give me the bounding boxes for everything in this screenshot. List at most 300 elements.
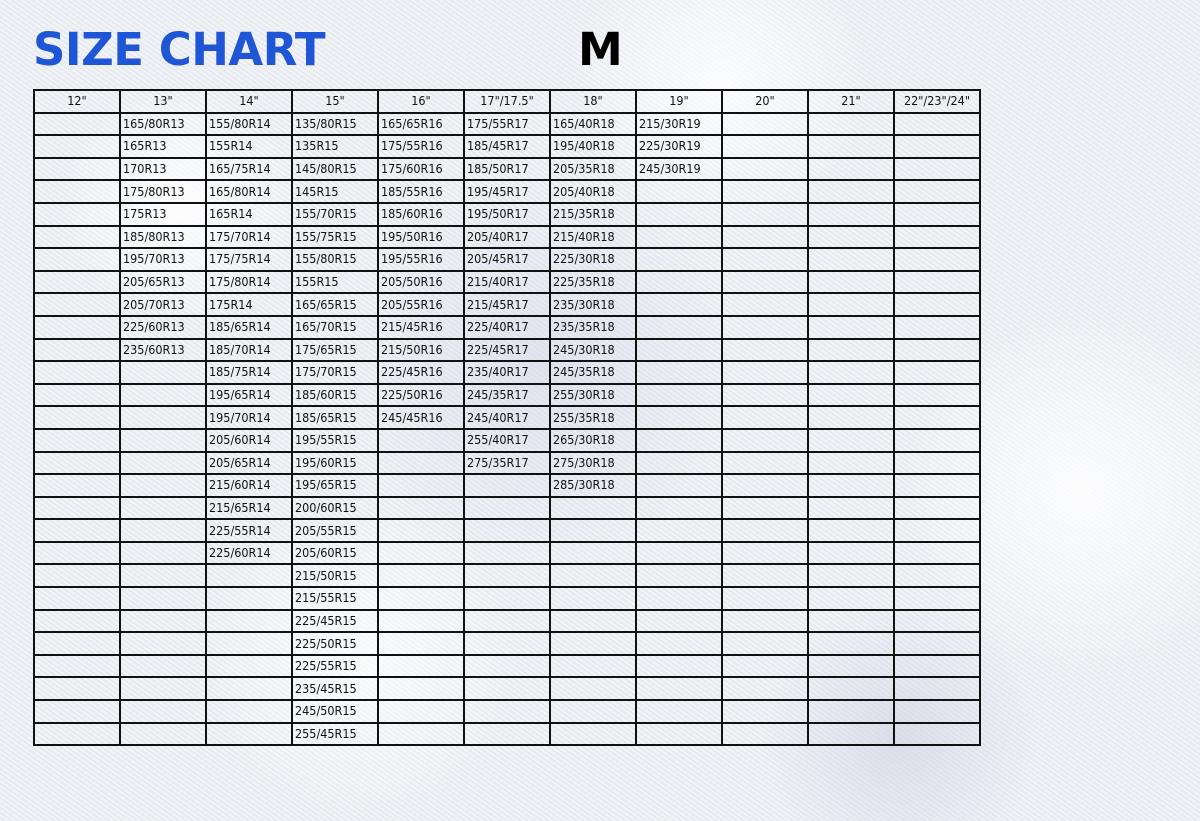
table-cell xyxy=(722,519,808,542)
table-cell: 205/60R14 xyxy=(206,429,292,452)
table-cell xyxy=(34,316,120,339)
table-cell xyxy=(808,677,894,700)
table-cell: 155/75R15 xyxy=(292,226,378,249)
table-row xyxy=(34,180,980,203)
table-cell xyxy=(636,226,722,249)
table-cell xyxy=(808,113,894,136)
column-header: 18" xyxy=(550,90,636,113)
table-cell: 170R13 xyxy=(120,158,206,181)
table-row xyxy=(34,677,980,700)
table-cell xyxy=(636,655,722,678)
table-cell xyxy=(378,542,464,565)
table-cell xyxy=(206,587,292,610)
table-cell xyxy=(34,113,120,136)
table-cell xyxy=(34,655,120,678)
table-cell xyxy=(722,497,808,520)
table-cell xyxy=(894,564,980,587)
table-cell xyxy=(894,316,980,339)
table-cell: 215/30R19 xyxy=(636,113,722,136)
table-row xyxy=(34,339,980,362)
table-cell xyxy=(34,361,120,384)
table-row xyxy=(34,158,980,181)
table-cell: 205/55R16 xyxy=(378,293,464,316)
table-cell: 215/45R17 xyxy=(464,293,550,316)
table-cell xyxy=(636,564,722,587)
table-cell: 155R14 xyxy=(206,135,292,158)
table-cell xyxy=(120,587,206,610)
table-cell xyxy=(34,564,120,587)
table-cell: 195/55R15 xyxy=(292,429,378,452)
header-row xyxy=(34,90,980,113)
table-cell: 205/40R17 xyxy=(464,226,550,249)
table-cell: 245/30R19 xyxy=(636,158,722,181)
table-cell: 255/30R18 xyxy=(550,384,636,407)
table-cell: 225/60R14 xyxy=(206,542,292,565)
table-cell xyxy=(636,497,722,520)
table-cell xyxy=(464,542,550,565)
table-cell: 205/60R15 xyxy=(292,542,378,565)
table-cell xyxy=(894,361,980,384)
table-cell: 235/40R17 xyxy=(464,361,550,384)
table-cell xyxy=(550,632,636,655)
table-cell: 185/60R15 xyxy=(292,384,378,407)
table-cell: 195/70R14 xyxy=(206,406,292,429)
table-cell: 215/45R16 xyxy=(378,316,464,339)
table-cell xyxy=(34,271,120,294)
table-cell xyxy=(722,429,808,452)
table-cell xyxy=(120,542,206,565)
table-cell xyxy=(120,723,206,746)
table-cell: 165/65R15 xyxy=(292,293,378,316)
table-cell xyxy=(894,203,980,226)
column-header: 20" xyxy=(722,90,808,113)
table-cell: 175/55R16 xyxy=(378,135,464,158)
table-row xyxy=(34,655,980,678)
table-cell xyxy=(34,226,120,249)
table-cell xyxy=(636,180,722,203)
table-cell: 225/50R16 xyxy=(378,384,464,407)
table-row xyxy=(34,135,980,158)
table-cell: 175R14 xyxy=(206,293,292,316)
table-cell xyxy=(636,519,722,542)
table-row xyxy=(34,406,980,429)
table-cell xyxy=(378,655,464,678)
table-cell xyxy=(894,587,980,610)
table-cell xyxy=(378,610,464,633)
table-cell: 165/65R16 xyxy=(378,113,464,136)
column-header: 14" xyxy=(206,90,292,113)
table-cell xyxy=(722,542,808,565)
table-cell xyxy=(34,700,120,723)
table-cell: 205/45R17 xyxy=(464,248,550,271)
table-cell xyxy=(120,406,206,429)
table-cell xyxy=(550,497,636,520)
table-cell xyxy=(808,655,894,678)
table-body xyxy=(34,113,980,746)
table-cell: 165/75R14 xyxy=(206,158,292,181)
table-row xyxy=(34,700,980,723)
table-cell: 155/70R15 xyxy=(292,203,378,226)
table-cell xyxy=(722,564,808,587)
table-cell xyxy=(34,339,120,362)
table-cell xyxy=(550,700,636,723)
table-cell: 165/80R14 xyxy=(206,180,292,203)
table-cell xyxy=(808,384,894,407)
table-cell: 175/80R14 xyxy=(206,271,292,294)
table-cell xyxy=(464,564,550,587)
table-cell: 165/80R13 xyxy=(120,113,206,136)
table-cell xyxy=(636,700,722,723)
table-cell: 235/45R15 xyxy=(292,677,378,700)
table-cell xyxy=(206,632,292,655)
table-cell xyxy=(636,248,722,271)
table-cell xyxy=(894,610,980,633)
column-header: 15" xyxy=(292,90,378,113)
table-cell xyxy=(808,542,894,565)
table-cell xyxy=(464,655,550,678)
table-cell xyxy=(378,429,464,452)
column-header: 17"/17.5" xyxy=(464,90,550,113)
table-cell: 135/80R15 xyxy=(292,113,378,136)
table-cell: 245/50R15 xyxy=(292,700,378,723)
table-cell: 215/40R17 xyxy=(464,271,550,294)
table-cell: 215/50R15 xyxy=(292,564,378,587)
table-cell xyxy=(550,610,636,633)
table-cell xyxy=(120,474,206,497)
table-cell: 155R15 xyxy=(292,271,378,294)
table-cell xyxy=(894,452,980,475)
table-cell: 225/45R15 xyxy=(292,610,378,633)
column-header: 13" xyxy=(120,90,206,113)
table-cell xyxy=(722,474,808,497)
table-cell xyxy=(722,632,808,655)
table-cell: 255/40R17 xyxy=(464,429,550,452)
table-cell xyxy=(894,406,980,429)
table-cell xyxy=(722,316,808,339)
table-cell xyxy=(636,610,722,633)
table-cell xyxy=(808,587,894,610)
table-cell xyxy=(808,452,894,475)
table-cell xyxy=(550,519,636,542)
table-cell xyxy=(722,248,808,271)
column-header: 12" xyxy=(34,90,120,113)
column-header: 19" xyxy=(636,90,722,113)
table-cell xyxy=(636,293,722,316)
table-cell xyxy=(636,316,722,339)
table-cell xyxy=(894,542,980,565)
table-row xyxy=(34,542,980,565)
table-cell: 225/45R17 xyxy=(464,339,550,362)
table-cell xyxy=(206,610,292,633)
table-cell xyxy=(636,632,722,655)
table-cell xyxy=(120,655,206,678)
table-row xyxy=(34,248,980,271)
table-cell xyxy=(120,610,206,633)
table-row xyxy=(34,452,980,475)
table-cell xyxy=(378,723,464,746)
table-row xyxy=(34,226,980,249)
table-row xyxy=(34,610,980,633)
table-row xyxy=(34,113,980,136)
table-cell xyxy=(464,519,550,542)
table-cell xyxy=(894,700,980,723)
table-cell xyxy=(894,293,980,316)
table-cell xyxy=(206,723,292,746)
table-cell xyxy=(120,564,206,587)
table-cell xyxy=(636,587,722,610)
table-cell xyxy=(206,564,292,587)
table-cell: 205/40R18 xyxy=(550,180,636,203)
table-cell xyxy=(378,632,464,655)
table-cell xyxy=(34,677,120,700)
table-cell: 165R14 xyxy=(206,203,292,226)
table-cell xyxy=(894,384,980,407)
table-cell: 245/40R17 xyxy=(464,406,550,429)
table-cell: 225/50R15 xyxy=(292,632,378,655)
table-cell xyxy=(808,406,894,429)
table-row xyxy=(34,519,980,542)
table-cell xyxy=(636,474,722,497)
table-cell xyxy=(722,406,808,429)
table-cell xyxy=(808,293,894,316)
table-cell: 195/50R17 xyxy=(464,203,550,226)
table-cell: 200/60R15 xyxy=(292,497,378,520)
table-cell: 225/55R14 xyxy=(206,519,292,542)
column-header: 22"/23"/24" xyxy=(894,90,980,113)
table-cell: 225/35R18 xyxy=(550,271,636,294)
table-cell xyxy=(808,632,894,655)
table-cell: 185/80R13 xyxy=(120,226,206,249)
table-cell xyxy=(722,452,808,475)
table-cell xyxy=(34,384,120,407)
table-cell: 175/65R15 xyxy=(292,339,378,362)
table-cell: 185/45R17 xyxy=(464,135,550,158)
table-cell xyxy=(34,180,120,203)
table-cell xyxy=(34,406,120,429)
table-cell: 245/35R18 xyxy=(550,361,636,384)
table-cell: 195/45R17 xyxy=(464,180,550,203)
table-cell: 185/60R16 xyxy=(378,203,464,226)
table-cell: 175/70R14 xyxy=(206,226,292,249)
table-cell: 225/60R13 xyxy=(120,316,206,339)
table-cell: 215/50R16 xyxy=(378,339,464,362)
table-row xyxy=(34,316,980,339)
table-cell: 205/65R14 xyxy=(206,452,292,475)
table-cell: 135R15 xyxy=(292,135,378,158)
table-cell xyxy=(636,271,722,294)
table-cell: 185/65R15 xyxy=(292,406,378,429)
page-title: SIZE CHART xyxy=(33,23,326,76)
table-cell: 235/30R18 xyxy=(550,293,636,316)
table-cell xyxy=(808,271,894,294)
table-cell xyxy=(120,384,206,407)
table-row xyxy=(34,203,980,226)
size-chart xyxy=(33,89,981,746)
table-cell xyxy=(464,497,550,520)
table-cell xyxy=(636,723,722,746)
table-cell xyxy=(894,677,980,700)
table-cell xyxy=(722,135,808,158)
table-cell: 195/50R16 xyxy=(378,226,464,249)
table-cell xyxy=(120,361,206,384)
table-cell: 225/45R16 xyxy=(378,361,464,384)
table-cell: 205/70R13 xyxy=(120,293,206,316)
table-row xyxy=(34,564,980,587)
table-cell xyxy=(34,158,120,181)
table-cell: 145R15 xyxy=(292,180,378,203)
table-cell xyxy=(120,519,206,542)
table-cell xyxy=(206,655,292,678)
table-cell xyxy=(722,113,808,136)
table-cell xyxy=(378,677,464,700)
table-cell: 265/30R18 xyxy=(550,429,636,452)
table-cell xyxy=(464,677,550,700)
table-cell: 225/30R19 xyxy=(636,135,722,158)
table-cell xyxy=(34,429,120,452)
table-cell xyxy=(206,677,292,700)
table-cell: 205/50R16 xyxy=(378,271,464,294)
table-cell xyxy=(808,564,894,587)
table-cell: 165/70R15 xyxy=(292,316,378,339)
table-cell: 195/65R15 xyxy=(292,474,378,497)
table-cell xyxy=(722,361,808,384)
table-cell xyxy=(550,587,636,610)
table-row xyxy=(34,587,980,610)
table-cell xyxy=(894,135,980,158)
table-cell: 175/75R14 xyxy=(206,248,292,271)
table-cell: 165R13 xyxy=(120,135,206,158)
table-cell xyxy=(722,226,808,249)
table-cell: 245/30R18 xyxy=(550,339,636,362)
table-cell xyxy=(722,180,808,203)
table-cell: 195/60R15 xyxy=(292,452,378,475)
table-cell: 255/45R15 xyxy=(292,723,378,746)
table-cell: 225/30R18 xyxy=(550,248,636,271)
table-cell xyxy=(808,226,894,249)
table-cell xyxy=(722,677,808,700)
table-cell xyxy=(636,677,722,700)
table-cell: 205/65R13 xyxy=(120,271,206,294)
table-cell xyxy=(722,158,808,181)
table-cell xyxy=(120,497,206,520)
table-cell xyxy=(894,655,980,678)
table-cell xyxy=(808,497,894,520)
table-cell xyxy=(636,542,722,565)
table-cell xyxy=(550,542,636,565)
table-cell xyxy=(636,339,722,362)
table-cell xyxy=(808,519,894,542)
table-cell xyxy=(550,655,636,678)
table-cell: 195/40R18 xyxy=(550,135,636,158)
table-cell: 285/30R18 xyxy=(550,474,636,497)
table-cell xyxy=(34,610,120,633)
table-cell xyxy=(808,316,894,339)
table-cell xyxy=(808,474,894,497)
table-cell xyxy=(894,180,980,203)
table-cell xyxy=(120,632,206,655)
table-cell xyxy=(808,158,894,181)
table-cell: 245/35R17 xyxy=(464,384,550,407)
size-table xyxy=(33,89,981,746)
table-cell: 155/80R14 xyxy=(206,113,292,136)
table-cell xyxy=(808,610,894,633)
table-cell xyxy=(636,452,722,475)
table-cell: 235/35R18 xyxy=(550,316,636,339)
table-cell: 215/60R14 xyxy=(206,474,292,497)
table-cell xyxy=(550,723,636,746)
table-cell xyxy=(464,723,550,746)
table-cell xyxy=(808,361,894,384)
table-cell: 145/80R15 xyxy=(292,158,378,181)
table-cell xyxy=(550,677,636,700)
size-label: M xyxy=(578,23,623,76)
table-cell: 175/70R15 xyxy=(292,361,378,384)
table-cell: 195/70R13 xyxy=(120,248,206,271)
table-cell xyxy=(34,135,120,158)
table-cell xyxy=(894,271,980,294)
table-cell xyxy=(808,203,894,226)
table-cell: 225/40R17 xyxy=(464,316,550,339)
table-cell xyxy=(120,700,206,723)
table-cell: 255/35R18 xyxy=(550,406,636,429)
table-cell xyxy=(894,632,980,655)
table-cell: 205/55R15 xyxy=(292,519,378,542)
table-cell: 185/65R14 xyxy=(206,316,292,339)
table-cell xyxy=(378,587,464,610)
table-row xyxy=(34,497,980,520)
table-cell xyxy=(464,610,550,633)
table-cell: 235/60R13 xyxy=(120,339,206,362)
table-row xyxy=(34,271,980,294)
table-row xyxy=(34,723,980,746)
table-cell xyxy=(894,248,980,271)
table-cell: 215/65R14 xyxy=(206,497,292,520)
table-cell xyxy=(894,226,980,249)
table-cell: 205/35R18 xyxy=(550,158,636,181)
table-row xyxy=(34,361,980,384)
table-cell xyxy=(464,632,550,655)
table-cell: 185/70R14 xyxy=(206,339,292,362)
table-cell xyxy=(34,497,120,520)
table-cell xyxy=(550,564,636,587)
table-cell xyxy=(894,519,980,542)
table-cell xyxy=(34,293,120,316)
table-cell xyxy=(464,587,550,610)
column-header: 21" xyxy=(808,90,894,113)
table-cell: 215/55R15 xyxy=(292,587,378,610)
table-cell: 185/50R17 xyxy=(464,158,550,181)
table-cell xyxy=(894,339,980,362)
table-cell xyxy=(636,203,722,226)
table-cell: 275/35R17 xyxy=(464,452,550,475)
table-cell xyxy=(894,158,980,181)
table-cell xyxy=(722,203,808,226)
table-cell: 175/60R16 xyxy=(378,158,464,181)
table-cell xyxy=(808,180,894,203)
table-cell xyxy=(378,564,464,587)
table-cell xyxy=(34,587,120,610)
table-cell xyxy=(894,723,980,746)
table-cell xyxy=(636,384,722,407)
table-cell: 215/40R18 xyxy=(550,226,636,249)
table-cell xyxy=(722,700,808,723)
table-cell xyxy=(206,700,292,723)
table-cell xyxy=(464,700,550,723)
table-cell xyxy=(34,723,120,746)
table-cell xyxy=(378,700,464,723)
table-cell xyxy=(722,384,808,407)
table-cell xyxy=(378,519,464,542)
